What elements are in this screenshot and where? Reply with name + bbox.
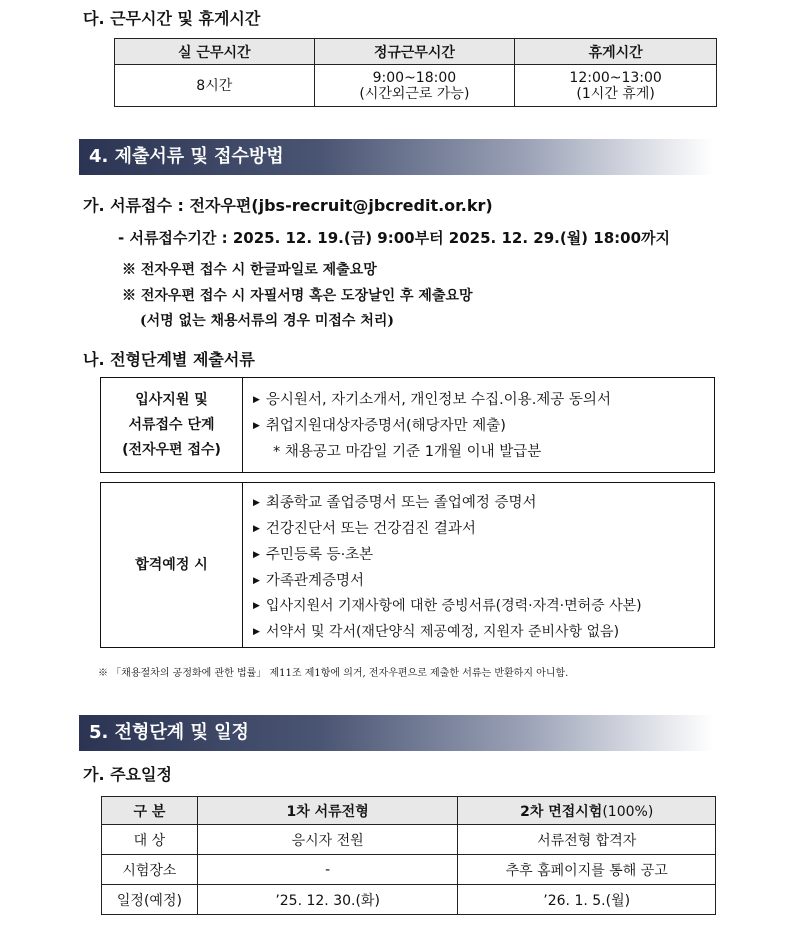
law-footnote: ※ 「채용절차의 공정화에 관한 법률」 제11조 제1항에 의거, 전자우편으로 제출한 서류는 반환하지 아니함. xyxy=(98,668,569,679)
header-category: 구 분 xyxy=(102,797,198,825)
stage-1-label-line: (전자우편 접수) xyxy=(122,441,221,458)
header-document-screening: 1차 서류전형 xyxy=(197,797,458,825)
table-cell: ’25. 12. 30.(화) xyxy=(197,885,458,915)
bullet-triangle-icon: ▶ xyxy=(253,576,260,586)
table-row xyxy=(102,855,716,885)
break-time-note: (1시간 휴게) xyxy=(576,85,655,102)
table-cell: 추후 홈페이지를 통해 공고 xyxy=(458,855,716,885)
row-label: 일정(예정) xyxy=(102,885,198,915)
row-label: 시험장소 xyxy=(102,855,198,885)
stage-1-label xyxy=(101,378,243,472)
list-item: ▶ 입사지원서 기재사항에 대한 증빙서류(경력·자격·면허증 사본) xyxy=(253,598,642,614)
table-cell: ’26. 1. 5.(월) xyxy=(458,885,716,915)
bullet-triangle-icon: ▶ xyxy=(253,395,260,405)
bullet-triangle-icon: ▶ xyxy=(253,550,260,560)
break-time-range: 12:00~13:00 xyxy=(569,69,662,86)
list-item: ▶ 가족관계증명서 xyxy=(253,573,364,589)
table-cell: - xyxy=(197,855,458,885)
list-item: ▶ 취업지원대상자증명서(해당자만 제출) xyxy=(253,418,506,434)
cell-regular-hours xyxy=(314,65,515,107)
note-unsigned: (서명 없는 채용서류의 경우 미접수 처리) xyxy=(140,313,395,329)
note-hwp-file: ※ 전자우편 접수 시 한글파일로 제출요망 xyxy=(122,262,377,278)
list-item: ▶ 서약서 및 각서(재단양식 제공예정, 지원자 준비사항 없음) xyxy=(253,624,620,640)
section-4-title: 4. 제출서류 및 접수방법 xyxy=(79,139,713,175)
list-item: ▶ 응시원서, 자기소개서, 개인정보 수집.이용.제공 동의서 xyxy=(253,392,611,408)
regular-time-range: 9:00~18:00 xyxy=(372,69,457,86)
list-item: ▶ 주민등록 등·초본 xyxy=(253,547,374,563)
schedule-table xyxy=(101,796,716,915)
header-actual-hours: 실 근무시간 xyxy=(115,39,315,65)
table-cell: 서류전형 합격자 xyxy=(458,825,716,855)
header-regular-hours: 정규근무시간 xyxy=(314,39,515,65)
bullet-triangle-icon: ▶ xyxy=(253,601,260,611)
bullet-triangle-icon: ▶ xyxy=(253,627,260,637)
documents-by-stage-heading: 나. 전형단계별 제출서류 xyxy=(83,350,255,369)
regular-overtime-note: (시간외근로 가능) xyxy=(359,85,470,102)
work-hours-heading: 다. 근무시간 및 휴게시간 xyxy=(83,9,261,28)
stage-2-documents-box xyxy=(100,482,715,648)
bullet-triangle-icon: ▶ xyxy=(253,524,260,534)
list-item: ▶ 건강진단서 또는 건강검진 결과서 xyxy=(253,521,476,537)
stage-1-documents-box xyxy=(100,377,715,473)
stage-2-label: 합격예정 시 xyxy=(101,483,243,647)
stage-1-label-line: 입사지원 및 xyxy=(135,391,208,408)
list-item: ▶ 최종학교 졸업증명서 또는 졸업예정 증명서 xyxy=(253,495,537,511)
cell-actual-hours: 8시간 xyxy=(115,65,315,107)
row-label: 대 상 xyxy=(102,825,198,855)
table-row xyxy=(102,825,716,855)
issue-date-note: * 채용공고 마감일 기준 1개월 이내 발급분 xyxy=(273,444,542,460)
table-row xyxy=(102,885,716,915)
table-cell: 응시자 전원 xyxy=(197,825,458,855)
submission-period: - 서류접수기간 : 2025. 12. 19.(금) 9:00부터 2025. 12. 29.(월) 18:00까지 xyxy=(118,229,670,247)
note-signature: ※ 전자우편 접수 시 자필서명 혹은 도장날인 후 제출요망 xyxy=(122,288,473,304)
main-schedule-heading: 가. 주요일정 xyxy=(83,765,172,784)
work-hours-table xyxy=(114,38,717,107)
bullet-triangle-icon: ▶ xyxy=(253,421,260,431)
bullet-triangle-icon: ▶ xyxy=(253,498,260,508)
stage-1-label-line: 서류접수 단계 xyxy=(128,416,215,433)
cell-break-time xyxy=(515,65,717,107)
submission-method-heading: 가. 서류접수 : 전자우편(jbs-recruit@jbcredit.or.kr) xyxy=(83,196,493,215)
header-interview: 2차 면접시험(100%) xyxy=(458,797,716,825)
header-break-time: 휴게시간 xyxy=(515,39,717,65)
section-5-title: 5. 전형단계 및 일정 xyxy=(79,715,713,751)
